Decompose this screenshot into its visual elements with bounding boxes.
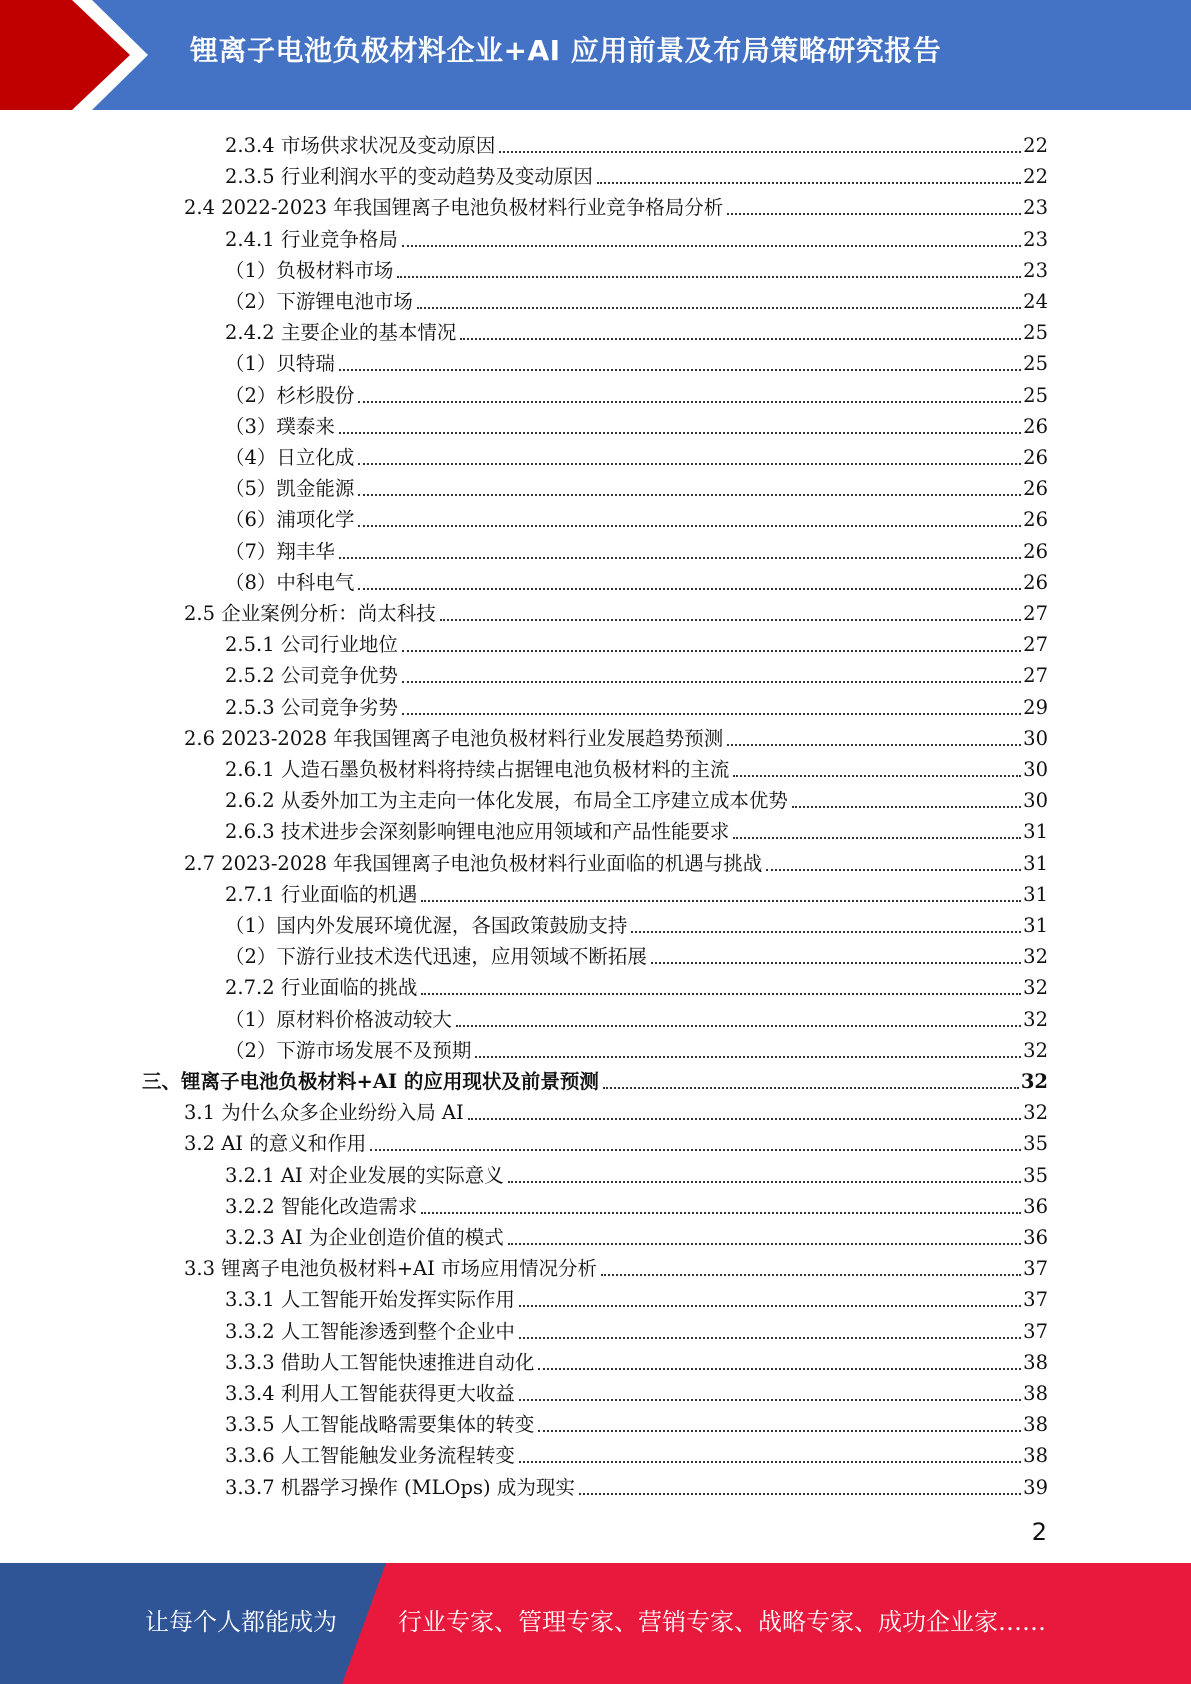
toc-entry-page: 31 [1023,851,1048,875]
toc-entry-title: （3）璞泰来 [225,414,335,438]
toc-dot-leader [519,1305,1021,1307]
toc-dot-leader [421,993,1021,995]
toc-dot-leader [597,182,1021,184]
toc-entry[interactable] [225,501,1048,532]
toc-dot-leader [421,900,1021,902]
toc-entry-title: （1）国内外发展环境优渥，各国政策鼓励支持 [225,914,628,937]
toc-entry-page: 25 [1023,383,1048,407]
toc-entry[interactable] [184,1125,1048,1156]
toc-entry-page: 23 [1023,196,1048,220]
toc-entry-title: 2.6.3 技术进步会深刻影响锂电池应用领域和产品性能要求 [225,820,730,844]
toc-entry-title: 2.6.1 人造石墨负极材料将持续占据锂电池负极材料的主流 [225,758,730,781]
toc-entry[interactable] [184,845,1048,876]
footer-slogan-right: 行业专家、管理专家、营销专家、战略专家、成功企业家…… [398,1608,1046,1636]
toc-entry[interactable] [225,938,1048,969]
page-number: 2 [1031,1518,1047,1546]
toc-dot-leader [456,1025,1021,1027]
toc-entry[interactable] [225,751,1048,782]
toc-entry-title: 3.1 为什么众多企业纷纷入局 AI [184,1101,464,1125]
toc-entry-page: 35 [1023,1163,1048,1187]
toc-dot-leader [339,369,1021,371]
toc-entry[interactable] [225,127,1048,158]
toc-entry-title: 3.3.2 人工智能渗透到整个企业中 [225,1319,515,1343]
toc-entry-page: 26 [1023,446,1048,469]
toc-entry[interactable] [184,595,1048,626]
toc-entry[interactable] [184,720,1048,751]
toc-entry-page: 36 [1023,1226,1048,1249]
toc-entry-page: 30 [1023,758,1048,781]
toc-dot-leader [402,650,1021,652]
toc-entry[interactable] [225,252,1048,283]
toc-entry[interactable] [225,1281,1048,1312]
toc-entry-page: 24 [1023,290,1048,313]
toc-entry-title: 3.2.2 智能化改造需求 [225,1194,418,1218]
toc-dot-leader [339,432,1021,434]
toc-entry[interactable] [225,314,1048,345]
toc-entry[interactable] [225,1157,1048,1188]
toc-entry[interactable] [225,345,1048,376]
toc-entry-page: 27 [1023,633,1048,657]
toc-entry-title: 3.2.1 AI 对企业发展的实际意义 [225,1163,504,1187]
toc-entry[interactable] [225,377,1048,408]
toc-entry[interactable] [225,564,1048,595]
toc-entry-page: 31 [1023,914,1048,937]
toc-entry-title: 2.4.2 主要企业的基本情况 [225,321,457,345]
toc-entry-page: 22 [1023,165,1048,189]
toc-dot-leader [601,1274,1021,1276]
toc-entry[interactable] [142,1063,1048,1094]
toc-entry-title: 3.3.6 人工智能触发业务流程转变 [225,1444,515,1468]
toc-entry-title: 2.5.3 公司竞争劣势 [225,695,398,719]
toc-entry-title: 2.4 2022-2023 年我国锂离子电池负极材料行业竞争格局分析 [184,196,724,220]
toc-entry-title: 3.3.1 人工智能开始发挥实际作用 [225,1288,515,1312]
toc-entry-page: 32 [1023,1101,1048,1125]
toc-entry-page: 32 [1020,1070,1048,1093]
toc-dot-leader [733,775,1021,777]
toc-dot-leader [358,494,1021,496]
toc-entry[interactable] [225,907,1048,938]
toc-entry-page: 30 [1023,789,1048,813]
toc-dot-leader [579,1493,1021,1495]
toc-entry[interactable] [225,689,1048,720]
toc-entry-title: （1）原材料价格波动较大 [225,1007,452,1031]
toc-dot-leader [766,869,1021,871]
toc-entry[interactable] [184,1094,1048,1125]
toc-entry-title: （5）凯金能源 [225,477,355,501]
toc-entry[interactable] [225,1032,1048,1063]
toc-dot-leader [468,1118,1021,1120]
toc-entry-page: 31 [1023,820,1048,844]
toc-entry-page: 32 [1023,945,1048,969]
toc-entry[interactable] [225,876,1048,907]
toc-entry-title: 2.4.1 行业竞争格局 [225,227,398,251]
toc-dot-leader [402,681,1021,683]
toc-entry-title: 2.7.1 行业面临的机遇 [225,882,418,906]
toc-entry[interactable] [225,1406,1048,1437]
toc-entry-title: 三、锂离子电池负极材料+AI 的应用现状及前景预测 [142,1070,599,1093]
toc-entry-title: （1）负极材料市场 [225,258,394,282]
toc-dot-leader [538,1368,1021,1370]
toc-dot-leader [508,1181,1021,1183]
toc-entry[interactable] [225,1313,1048,1344]
toc-entry[interactable] [225,1375,1048,1406]
toc-entry[interactable] [225,533,1048,564]
toc-entry[interactable] [184,189,1048,220]
toc-dot-leader [631,931,1021,933]
toc-entry[interactable] [225,969,1048,1000]
toc-dot-leader [402,245,1021,247]
toc-entry[interactable] [225,782,1048,813]
toc-entry-page: 22 [1023,134,1048,157]
toc-entry-page: 38 [1023,1350,1048,1374]
toc-entry[interactable] [225,1001,1048,1032]
toc-entry-title: 2.5.2 公司竞争优势 [225,664,398,688]
toc-entry[interactable] [225,657,1048,688]
toc-entry-page: 32 [1023,1038,1048,1062]
toc-dot-leader [727,744,1021,746]
footer-slogan-left: 让每个人都能成为 [145,1608,337,1636]
toc-entry[interactable] [225,626,1048,657]
toc-dot-leader [460,338,1021,340]
toc-dot-leader [519,1461,1021,1463]
toc-dot-leader [733,837,1021,839]
toc-entry-title: （8）中科电气 [225,570,355,594]
toc-entry-title: 3.2.3 AI 为企业创造价值的模式 [225,1226,504,1249]
toc-dot-leader [475,1056,1021,1058]
report-title: 锂离子电池负极材料企业+AI 应用前景及布局策略研究报告 [190,34,942,67]
toc-entry-page: 38 [1023,1444,1048,1468]
toc-entry-page: 32 [1023,1007,1048,1031]
header-banner [0,0,1191,110]
toc-entry-page: 26 [1023,508,1048,532]
toc-entry-page: 27 [1023,602,1048,625]
toc-entry-title: 2.5 企业案例分析：尚太科技 [184,602,436,625]
toc-entry-page: 37 [1023,1288,1048,1312]
toc-entry[interactable] [225,813,1048,844]
toc-entry-page: 30 [1023,726,1048,750]
toc-dot-leader [538,1430,1021,1432]
toc-dot-leader [792,806,1021,808]
toc-dot-leader [421,1212,1021,1214]
toc-entry-title: 2.5.1 公司行业地位 [225,633,398,657]
toc-entry-page: 26 [1023,570,1048,594]
toc-entry-title: 2.3.5 行业利润水平的变动趋势及变动原因 [225,165,593,189]
toc-dot-leader [508,1243,1021,1245]
toc-entry[interactable] [225,1344,1048,1375]
toc-entry-page: 36 [1023,1194,1048,1218]
toc-entry-page: 25 [1023,352,1048,376]
toc-entry-page: 29 [1023,695,1048,719]
toc-entry-title: 2.6 2023-2028 年我国锂离子电池负极材料行业发展趋势预测 [184,726,724,750]
toc-dot-leader [402,713,1021,715]
toc-dot-leader [358,463,1021,465]
toc-entry-title: 2.7.2 行业面临的挑战 [225,976,418,1000]
toc-entry[interactable] [225,1219,1048,1250]
toc-entry[interactable] [225,439,1048,470]
toc-entry-title: 3.3.5 人工智能战略需要集体的转变 [225,1413,535,1437]
toc-entry-title: 3.2 AI 的意义和作用 [184,1132,367,1156]
toc-entry-title: （2）杉杉股份 [225,383,355,407]
toc-entry-page: 26 [1023,477,1048,501]
toc-entry-page: 23 [1023,258,1048,282]
footer-banner [0,1563,1191,1684]
toc-dot-leader [499,151,1021,153]
toc-entry-page: 26 [1023,414,1048,438]
toc-dot-leader [358,588,1021,590]
toc-entry-title: 2.3.4 市场供求状况及变动原因 [225,134,496,157]
toc-entry-title: 3.3.4 利用人工智能获得更大收益 [225,1382,515,1405]
toc-dot-leader [358,401,1021,403]
toc-entry-title: 2.6.2 从委外加工为主走向一体化发展，布局全工序建立成本优势 [225,789,788,813]
toc-entry-title: （6）浦项化学 [225,508,355,532]
toc-entry-page: 25 [1023,321,1048,345]
toc-entry-page: 39 [1023,1475,1048,1499]
toc-entry-page: 23 [1023,227,1048,251]
toc-entry[interactable] [225,470,1048,501]
toc-dot-leader [339,557,1021,559]
toc-entry-title: （7）翔丰华 [225,539,335,563]
toc-entry[interactable] [225,1437,1048,1468]
toc-entry-page: 37 [1023,1319,1048,1343]
toc-entry-title: （4）日立化成 [225,446,355,469]
toc-dot-leader [519,1337,1021,1339]
toc-entry-page: 27 [1023,664,1048,688]
toc-entry-title: （2）下游市场发展不及预期 [225,1038,472,1062]
toc-entry-page: 26 [1023,539,1048,563]
toc-dot-leader [417,307,1021,309]
toc-dot-leader [397,276,1021,278]
toc-entry-page: 37 [1023,1257,1048,1281]
toc-dot-leader [519,1399,1021,1401]
toc-dot-leader [727,213,1021,215]
toc-entry-title: 3.3.3 借助人工智能快速推进自动化 [225,1350,535,1374]
toc-entry-page: 38 [1023,1382,1048,1405]
toc-entry-title: （2）下游行业技术迭代迅速，应用领域不断拓展 [225,945,647,969]
toc-entry-page: 38 [1023,1413,1048,1437]
toc-dot-leader [651,962,1021,964]
toc-entry[interactable] [225,408,1048,439]
toc-dot-leader [358,525,1021,527]
toc-dot-leader [440,619,1021,621]
toc-entry-title: 3.3 锂离子电池负极材料+AI 市场应用情况分析 [184,1257,598,1281]
toc-entry[interactable] [225,1469,1048,1500]
toc-entry-page: 32 [1023,976,1048,1000]
toc-entry[interactable] [225,158,1048,189]
toc-entry[interactable] [184,1250,1048,1281]
toc-entry-page: 31 [1023,882,1048,906]
toc-dot-leader [603,1087,1019,1089]
toc-entry[interactable] [225,221,1048,252]
toc-entry-title: 3.3.7 机器学习操作 (MLOps) 成为现实 [225,1475,575,1499]
toc-entry[interactable] [225,1188,1048,1219]
toc-entry-title: （1）贝特瑞 [225,352,335,376]
toc-entry-page: 35 [1023,1132,1048,1156]
toc-entry-title: 2.7 2023-2028 年我国锂离子电池负极材料行业面临的机遇与挑战 [184,851,763,875]
toc-dot-leader [370,1149,1021,1151]
toc-entry[interactable] [225,283,1048,314]
toc-entry-title: （2）下游锂电池市场 [225,290,413,313]
